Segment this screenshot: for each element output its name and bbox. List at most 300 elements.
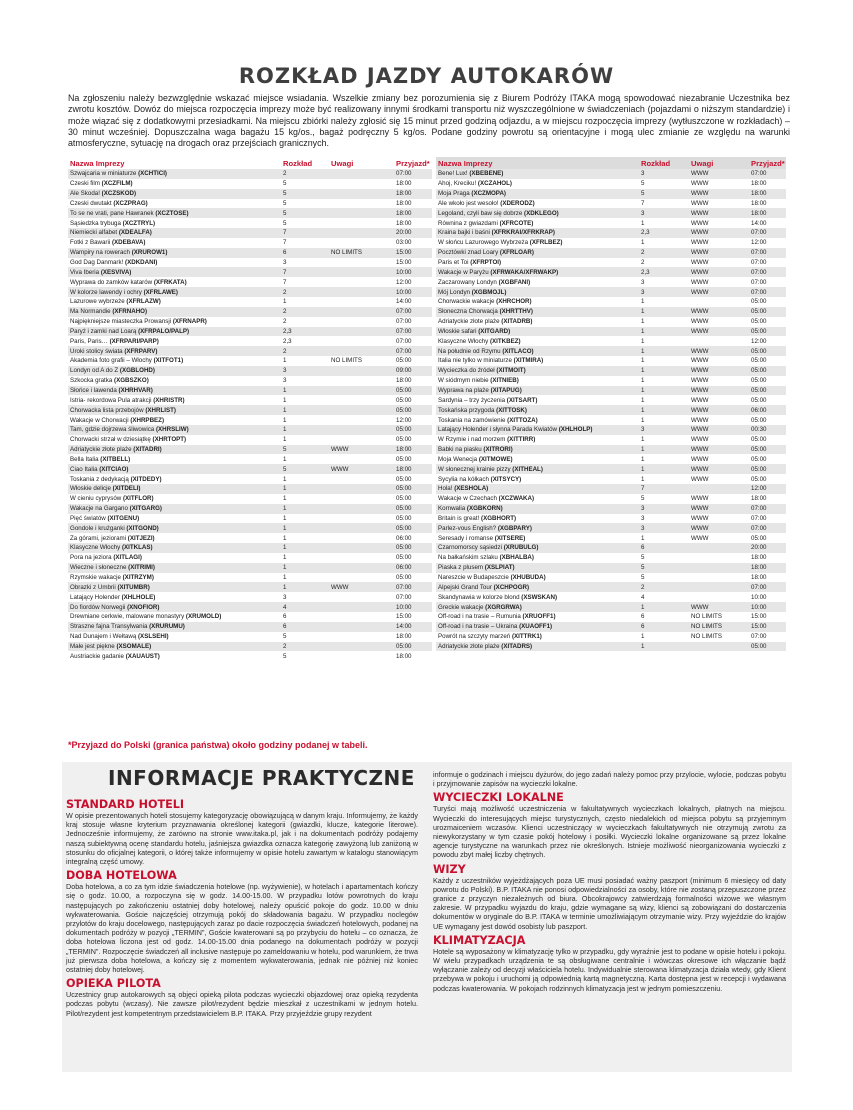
cell-przyjazd: 07:00: [396, 583, 412, 591]
trip-title: W słonecznej krainie pizzy: [438, 465, 511, 473]
trip-title: Legoland, czyli baw się dobrze: [438, 209, 523, 217]
cell-name: [436, 318, 641, 325]
cell-rozklad: 2,3: [641, 268, 650, 276]
trip-code: (XITRORI): [483, 446, 513, 454]
trip-code: (XFRWAKA/XFRWAKP): [490, 268, 559, 276]
trip-code: (XITJEZI): [127, 534, 155, 542]
cell-rozklad: 1: [641, 219, 645, 227]
cell-rozklad: 2: [283, 347, 287, 355]
cell-rozklad: 7: [641, 199, 645, 207]
trip-code: (XHRTOPT): [152, 436, 187, 444]
cell-rozklad: 3: [283, 259, 287, 267]
trip-title: Szkocka gratka: [70, 377, 113, 385]
trip-title: Adriatyckie złote plaże: [438, 642, 500, 650]
cell-name: [436, 259, 641, 266]
trip-code: (XITNIEB): [490, 377, 519, 385]
cell-name: [68, 525, 283, 532]
cell-name: [436, 170, 641, 177]
cell-rozklad: 1: [641, 416, 645, 424]
cell-name: [436, 387, 641, 394]
table-row: [68, 435, 432, 445]
trip-title: Na południe od Rzymu: [438, 347, 501, 355]
schedule-table-right: [436, 157, 786, 651]
trip-code: (XFRLAZW): [126, 298, 161, 306]
trip-code: (XITMOWE): [478, 455, 513, 463]
cell-name: [436, 544, 641, 551]
trip-title: Off-road i na trasie – Ukraina: [438, 623, 518, 631]
cell-name: [68, 298, 283, 305]
cell-name: [68, 515, 283, 522]
cell-uwagi: WWW: [691, 190, 709, 198]
trip-title: Włoskie safari: [438, 327, 477, 335]
cell-uwagi: WWW: [691, 377, 709, 385]
cell-przyjazd: 12:00: [751, 485, 767, 493]
cell-rozklad: 1: [641, 377, 645, 385]
cell-uwagi: WWW: [691, 514, 709, 522]
info-title: INFORMACJE PRAKTYCZNE: [108, 766, 415, 790]
cell-przyjazd: 05:00: [396, 574, 412, 582]
wycieczki-text: Turyści mają możliwość uczestniczenia w fakultatywnych wycieczkach lokalnych, płatnych na miejscu. Wycieczki do interesujących miejsc turystycznych, często niedalekich od miejsca pobytu są przyjemnym urozmaiceniem wczasów. Klienci uczestniczący w wycieczkach fakultatywnych nie otrzymują zwrotu za niewykorzystany w tym czasie pokój hotelowy i posiłki. Wycieczki lokalne organizowane są przez lokalne agencje turystyczne na warunkach przez nie określonych. Istnieje możliwość nieorganizowania wycieczki z powodu zbyt małej liczby chętnych.: [433, 804, 786, 860]
trip-code: (XHRPBEZ): [130, 416, 164, 424]
cell-rozklad: 1: [641, 347, 645, 355]
cell-rozklad: 1: [641, 327, 645, 335]
cell-uwagi: WWW: [691, 170, 709, 178]
cell-przyjazd: 07:00: [396, 170, 412, 178]
cell-rozklad: 2: [283, 308, 287, 316]
cell-uwagi: WWW: [691, 505, 709, 513]
cell-rozklad: 2,3: [283, 337, 292, 345]
cell-rozklad: 3: [641, 209, 645, 217]
trip-title: Skandynawia w kolorze blond: [438, 593, 520, 601]
col-uwagi-header: Uwagi: [331, 158, 354, 168]
trip-title: Parlez-vous English?: [438, 524, 497, 532]
table-row: [436, 356, 786, 366]
cell-rozklad: 5: [641, 564, 645, 572]
table-row: [436, 189, 786, 199]
cell-rozklad: 3: [283, 377, 287, 385]
cell-rozklad: 5: [641, 190, 645, 198]
cell-uwagi: WWW: [691, 386, 709, 394]
table-row: [436, 317, 786, 327]
trip-title: Chorwacki strzał w dziesiątkę: [70, 436, 151, 444]
cell-uwagi: WWW: [691, 367, 709, 375]
trip-title: Włoskie delicje: [70, 485, 111, 493]
cell-name: [436, 279, 641, 286]
cell-name: [436, 417, 641, 424]
cell-name: [68, 328, 283, 335]
cell-rozklad: 5: [283, 209, 287, 217]
trip-title: Bella Italia: [70, 455, 99, 463]
cell-przyjazd: 18:00: [396, 446, 412, 454]
pilot-text: Uczestnicy grup autokarowych są objęci opieką pilota podczas wycieczki objazdowej oraz opieką rezydenta podczas pobytu (wczasy). Nie zawsze pilot/rezydent będzie mieszkał z uczestnikami w jednym hotelu. Pilot/rezydent jest kompetentnym przedstawicielem B.P. ITAKA. Przy przyjeździe grupy rezydent: [66, 990, 418, 1018]
cell-przyjazd: 14:00: [751, 219, 767, 227]
cell-przyjazd: 05:00: [751, 396, 767, 404]
cell-przyjazd: 15:00: [396, 613, 412, 621]
cell-name: [436, 348, 641, 355]
trip-title: Ma Normandie: [70, 308, 111, 316]
cell-uwagi: WWW: [691, 406, 709, 414]
cell-przyjazd: 18:00: [396, 180, 412, 188]
cell-przyjazd: 18:00: [751, 180, 767, 188]
trip-title: Bene! Lux!: [438, 170, 468, 178]
cell-name: [436, 289, 641, 296]
cell-name: [68, 505, 283, 512]
cell-przyjazd: 07:00: [396, 337, 412, 345]
table-row: [68, 169, 432, 179]
table-row: [436, 277, 786, 287]
table-row: [68, 287, 432, 297]
table-row: [436, 514, 786, 524]
cell-name: [68, 348, 283, 355]
cell-przyjazd: 07:00: [396, 318, 412, 326]
cell-rozklad: 1: [641, 239, 645, 247]
cell-rozklad: 1: [283, 554, 287, 562]
trip-title: Adriatyckie złote plaże: [70, 446, 132, 454]
cell-rozklad: 1: [283, 426, 287, 434]
cell-name: [436, 229, 641, 236]
cell-uwagi: WWW: [691, 534, 709, 542]
trip-code: (XITDEDY): [130, 475, 162, 483]
cell-rozklad: 5: [283, 465, 287, 473]
cell-name: [68, 495, 283, 502]
trip-code: (XFRPTOI): [470, 259, 502, 267]
table-row: [68, 514, 432, 524]
cell-rozklad: 1: [641, 475, 645, 483]
cell-przyjazd: 18:00: [751, 574, 767, 582]
trip-code: (XCZTRYL): [122, 219, 156, 227]
cell-rozklad: 6: [283, 623, 287, 631]
cell-przyjazd: 05:00: [396, 386, 412, 394]
cell-name: [68, 220, 283, 227]
table-row: [436, 573, 786, 583]
trip-title: Nareszcie w Budapeszcie: [438, 574, 509, 582]
table-row: [436, 622, 786, 632]
table-row: [68, 356, 432, 366]
table-row: [68, 218, 432, 228]
cell-przyjazd: 10:00: [396, 288, 412, 296]
trip-title: Wyprawa do zamków katarów: [70, 278, 153, 286]
trip-code: (XFRLBEZ): [529, 239, 563, 247]
cell-name: [436, 613, 641, 620]
trip-title: Paryż i zamki nad Loarą: [70, 327, 137, 335]
table-row: [68, 208, 432, 218]
trip-code: (XITGARD): [478, 327, 511, 335]
cell-przyjazd: 10:00: [751, 593, 767, 601]
cell-uwagi: WWW: [691, 455, 709, 463]
cell-rozklad: 7: [283, 278, 287, 286]
cell-przyjazd: 06:00: [396, 534, 412, 542]
table-row: [436, 582, 786, 592]
cell-name: [436, 308, 641, 315]
cell-przyjazd: 05:00: [396, 642, 412, 650]
cell-przyjazd: 05:00: [396, 524, 412, 532]
trip-code: (XITFLOR): [122, 495, 154, 503]
cell-przyjazd: 05:00: [751, 318, 767, 326]
cell-uwagi: WWW: [691, 524, 709, 532]
trip-title: Sardynia – trzy życzenia: [438, 396, 506, 404]
trip-title: Babki na piasku: [438, 446, 482, 454]
trip-title: Off-road i na trasie – Rumunia: [438, 613, 521, 621]
cell-rozklad: 1: [641, 633, 645, 641]
trip-code: (XCHPOGR): [493, 583, 530, 591]
cell-name: [68, 485, 283, 492]
col-przyjazd-header: Przyjazd*: [396, 158, 430, 168]
info-column-right: [433, 770, 786, 996]
cell-rozklad: 5: [641, 495, 645, 503]
cell-name: [68, 229, 283, 236]
cell-rozklad: 1: [641, 465, 645, 473]
cell-name: [436, 220, 641, 227]
cell-uwagi: WWW: [691, 239, 709, 247]
cell-name: [436, 564, 641, 571]
table-row: [436, 484, 786, 494]
table-row: [68, 376, 432, 386]
table-row: [436, 366, 786, 376]
cell-rozklad: 1: [283, 495, 287, 503]
cell-name: [68, 259, 283, 266]
cell-name: [68, 426, 283, 433]
trip-code: (XITRZYM): [122, 574, 154, 582]
cell-name: [436, 505, 641, 512]
trip-code: (XFRKATA): [153, 278, 187, 286]
table-row: [68, 504, 432, 514]
cell-name: [68, 554, 283, 561]
trip-title: Latający Holender: [70, 593, 120, 601]
col-name-header: Nazwa Imprezy: [70, 158, 125, 168]
cell-rozklad: 1: [641, 534, 645, 542]
trip-title: Czarnomorscy sąsiedzi: [438, 544, 502, 552]
table-row: [68, 642, 432, 652]
cell-uwagi: WWW: [691, 465, 709, 473]
trip-code: (XITADRB): [501, 318, 533, 326]
cell-przyjazd: 12:00: [396, 416, 412, 424]
trip-code: (XGBKORN): [466, 505, 503, 513]
standard-heading: STANDARD HOTELI: [66, 798, 185, 811]
trip-code: (XHRISTR): [153, 396, 185, 404]
cell-rozklad: 7: [283, 229, 287, 237]
table-row: [68, 366, 432, 376]
trip-title: Czeski dwutakt: [70, 199, 112, 207]
cell-rozklad: 1: [283, 406, 287, 414]
trip-title: Greckie wakacje: [438, 603, 484, 611]
cell-name: [68, 367, 283, 374]
trip-code: (XESHOLA): [454, 485, 489, 493]
trip-code: (XCZPRAG): [113, 199, 148, 207]
trip-title: Szwajcaria w miniaturze: [70, 170, 137, 178]
cell-przyjazd: 05:00: [396, 485, 412, 493]
trip-code: (XITADRS): [501, 642, 533, 650]
table-row: [68, 179, 432, 189]
trip-title: To se ne vrati, pane Hawranek: [70, 209, 154, 217]
trip-code: (XITTIRR): [507, 436, 536, 444]
cell-przyjazd: 20:00: [396, 229, 412, 237]
cell-rozklad: 1: [283, 455, 287, 463]
table-row: [68, 405, 432, 415]
trip-title: W kolorze lawendy i ochry: [70, 288, 142, 296]
table-row: [68, 553, 432, 563]
cell-uwagi: WWW: [691, 436, 709, 444]
cell-name: [436, 338, 641, 345]
cell-przyjazd: 18:00: [396, 209, 412, 217]
cell-name: [436, 407, 641, 414]
cell-przyjazd: 07:00: [396, 327, 412, 335]
col-rozklad-header: Rozkład: [641, 158, 671, 168]
cell-name: [68, 289, 283, 296]
cell-name: [68, 594, 283, 601]
cell-rozklad: 1: [641, 603, 645, 611]
trip-code: (XCZTOSE): [155, 209, 189, 217]
trip-title: Moja Wenecja: [438, 455, 478, 463]
trip-title: Ahoj, Kreciku!: [438, 180, 477, 188]
table-row: [436, 376, 786, 386]
trip-title: Równina z gwiazdami: [438, 219, 498, 227]
cell-przyjazd: 07:00: [751, 278, 767, 286]
trip-code: (XFRKRAI/XFRKRAP): [491, 229, 555, 237]
cell-uwagi: WWW: [691, 603, 709, 611]
trip-code: (XITADRI): [133, 446, 162, 454]
trip-code: (XGBFANI): [498, 278, 531, 286]
cell-name: [68, 653, 283, 660]
table-row: [68, 602, 432, 612]
trip-title: Wakacje na Gargano: [70, 505, 128, 513]
standard-text: W opisie prezentowanych hoteli stosujemy kategoryzację obowiązującą w danym kraju. Informujemy, że każdy kraj stosuje własne kryterium przyznawania określonej kategorii (gwiazdki, klucze, kategorie literowe). Jednocześnie informujemy, że zarówno na stronie www.itaka.pl, jak i na dokumentach podróży podajemy naszą subiektywną ocenę standardu hotelu, jaśniejsza gwiazdka oznacza kategorię zawyżoną lub zaniżoną w stosunku do oficjalnej kategorii, o której także informujemy w opisie hotelu zawartym w katalogu stanowiącym integralną część umowy.: [66, 811, 418, 867]
cell-rozklad: 5: [283, 633, 287, 641]
cell-name: [436, 328, 641, 335]
cell-przyjazd: 10:00: [751, 603, 767, 611]
trip-code: (XHRHVAR): [118, 386, 153, 394]
table-row: [436, 553, 786, 563]
trip-title: Klasyczne Włochy: [438, 337, 489, 345]
table-row: [68, 484, 432, 494]
table-row: [436, 327, 786, 337]
cell-przyjazd: 05:00: [396, 554, 412, 562]
cell-name: [436, 633, 641, 640]
trip-code: (XITMOIT): [496, 367, 526, 375]
cell-rozklad: 5: [641, 180, 645, 188]
cell-name: [436, 190, 641, 197]
table-row: [68, 494, 432, 504]
table-row: [68, 267, 432, 277]
cell-rozklad: 3: [641, 514, 645, 522]
table-row: [436, 307, 786, 317]
trip-title: Drewniane cerkwie, malowane monastyry: [70, 613, 185, 621]
cell-uwagi: WWW: [691, 347, 709, 355]
cell-rozklad: 1: [641, 357, 645, 365]
trip-title: Kraina bajki i baśni: [438, 229, 490, 237]
table-row: [436, 533, 786, 543]
table-row: [436, 504, 786, 514]
cell-uwagi: WWW: [691, 278, 709, 286]
col-rozklad-header: Rozkład: [283, 158, 313, 168]
cell-rozklad: 1: [283, 298, 287, 306]
trip-code: (XFRNAHO): [112, 308, 148, 316]
cell-przyjazd: 18:00: [751, 190, 767, 198]
trip-title: Powrót na szczyty marzeń: [438, 633, 511, 641]
cell-rozklad: 2: [283, 288, 287, 296]
cell-przyjazd: 07:00: [751, 249, 767, 257]
table-row: [68, 454, 432, 464]
trip-code: (XFRLAWE): [143, 288, 178, 296]
table-row: [436, 435, 786, 445]
cell-przyjazd: 18:00: [751, 209, 767, 217]
cell-przyjazd: 05:00: [396, 505, 412, 513]
trip-code: (XITGARG): [129, 505, 162, 513]
table-row: [68, 651, 432, 661]
trip-title: Niemiecki alfabet: [70, 229, 118, 237]
trip-title: Ale Skoda!: [70, 190, 100, 198]
page-title: ROZKŁAD JAZDY AUTOKARÓW: [238, 64, 615, 88]
trip-code: (XITAPUG): [490, 386, 522, 394]
cell-name: [68, 170, 283, 177]
intro-text: Na zgłoszeniu należy bezwzględnie wskazać miejsce wsiadania. Wszelkie zmiany bez porozumienia się z Biurem Podróży ITAKA mogą spowodować niezabranie Uczestnika bez zwrotu kosztów. Dowóz do miejsca rozpoczęcia imprezy może być realizowany innymi środkami transportu niż wyszczególnione w świadczeniach (pojazdami o niższym standardzie) i może wiązać się z dodatkowymi przesiadkami. Na miejscu zbiórki należy zgłosić się 15 minut przed godziną odjazdu, a w miejscu rozpoczęcia imprezy (wytłuszczone w rozkładach) – 30 minut wcześniej. Dopuszczalna waga bagażu 15 kg/os., bagaż podręczny 5 kg/os. Podane godziny powrotu są orientacyjne i mogą ulec zmianie ze względu na warunki atmosferyczne, sytuację na drogach oraz przejściach granicznych.: [68, 93, 790, 149]
cell-name: [436, 554, 641, 561]
trip-code: (XAUAUST): [125, 652, 160, 660]
table-row: [436, 297, 786, 307]
cell-name: [436, 249, 641, 256]
trip-code: (XHRLIST): [145, 406, 176, 414]
cell-przyjazd: 15:00: [396, 249, 412, 257]
cell-przyjazd: 03:00: [396, 239, 412, 247]
table-row: [68, 277, 432, 287]
pilot-heading: OPIEKA PILOTA: [66, 977, 161, 991]
cell-name: [68, 239, 283, 246]
cell-rozklad: 5: [283, 190, 287, 198]
trip-title: Słońce i lawenda: [70, 386, 117, 394]
trip-code: (XITSART): [506, 396, 538, 404]
cell-przyjazd: 05:00: [751, 455, 767, 463]
cell-name: [68, 338, 283, 345]
trip-title: Moja Praga: [438, 190, 470, 198]
trip-code: (XHLHOLP): [558, 426, 593, 434]
cell-name: [68, 387, 283, 394]
cell-przyjazd: 05:00: [751, 534, 767, 542]
trip-title: Austriackie gadanie: [70, 652, 125, 660]
table-row: [68, 415, 432, 425]
cell-przyjazd: 18:00: [396, 199, 412, 207]
table-row: [68, 592, 432, 602]
cell-uwagi: WWW: [691, 180, 709, 188]
cell-rozklad: 3: [283, 593, 287, 601]
table-row: [68, 317, 432, 327]
cell-przyjazd: 07:00: [396, 308, 412, 316]
cell-rozklad: 7: [641, 485, 645, 493]
cell-przyjazd: 14:00: [396, 623, 412, 631]
table-row: [436, 592, 786, 602]
cell-przyjazd: 05:00: [751, 357, 767, 365]
cell-przyjazd: 05:00: [751, 308, 767, 316]
cell-przyjazd: 18:00: [396, 652, 412, 660]
trip-code: (XFRNAPR): [172, 318, 207, 326]
trip-code: (XDERODZ): [500, 199, 535, 207]
cell-rozklad: 1: [283, 574, 287, 582]
cell-przyjazd: 18:00: [751, 564, 767, 572]
cell-name: [68, 180, 283, 187]
table-row: [436, 258, 786, 268]
cell-rozklad: 1: [283, 416, 287, 424]
table-row: [436, 169, 786, 179]
cell-przyjazd: 07:00: [751, 514, 767, 522]
cell-przyjazd: 05:00: [396, 544, 412, 552]
cell-rozklad: 1: [641, 396, 645, 404]
trip-title: W słońcu Lazurowego Wybrzeża: [438, 239, 529, 247]
cell-uwagi: WWW: [331, 465, 349, 473]
cell-przyjazd: 05:00: [396, 495, 412, 503]
cell-name: [68, 574, 283, 581]
trip-title: Wampiry na rowerach: [70, 249, 130, 257]
table-row: [68, 336, 432, 346]
cell-name: [436, 426, 641, 433]
table-row: [68, 297, 432, 307]
